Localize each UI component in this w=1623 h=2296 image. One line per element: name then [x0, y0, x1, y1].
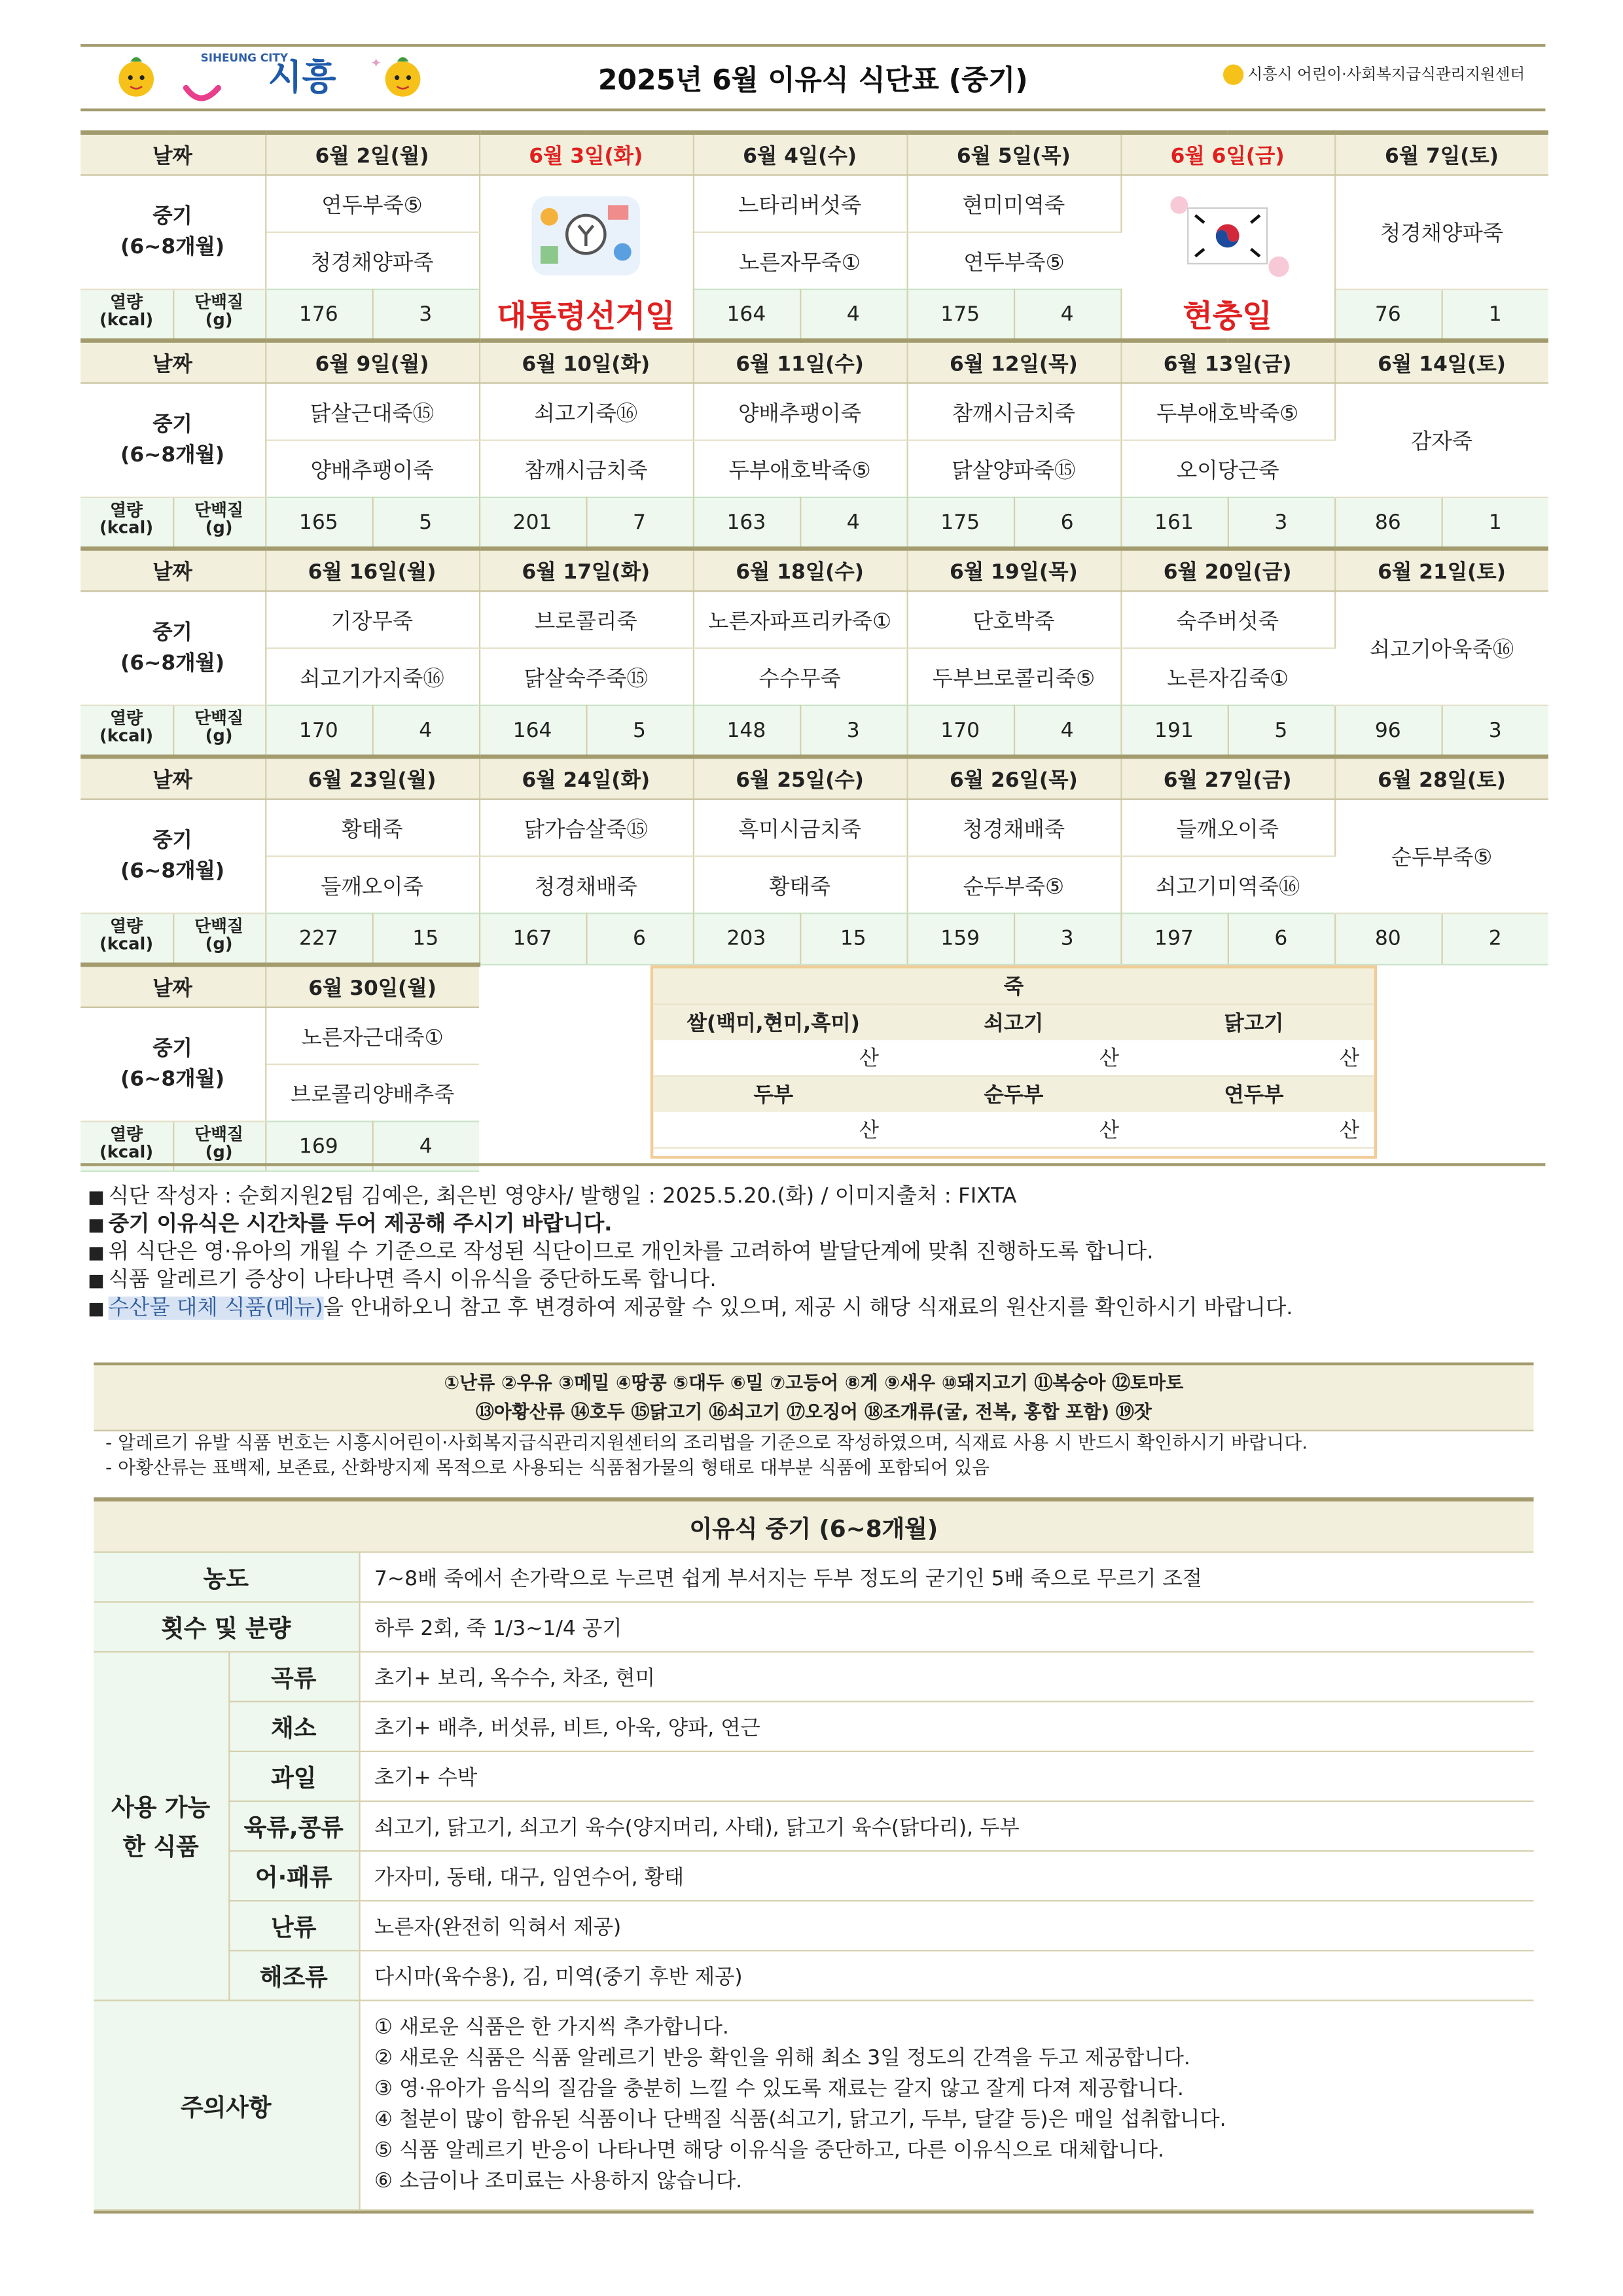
protein-unit: (g): [205, 725, 233, 746]
kcal-value: 203: [693, 914, 800, 965]
menu-item: 오이당근죽: [1176, 459, 1279, 483]
guide-foods-label: 사용 가능한 식품: [94, 1652, 228, 2001]
date-cell: 6월 13일(금): [1120, 340, 1334, 383]
menu-item: 흑미시금치죽: [693, 799, 907, 856]
food-category: 난류: [228, 1901, 359, 1950]
kcal-text: 열량: [110, 1123, 143, 1145]
protein-value: 4: [800, 289, 906, 340]
page-header: [80, 44, 1545, 111]
menu-item: 감자죽: [1334, 383, 1548, 497]
svg-text:✦: ✦: [370, 54, 382, 71]
kcal-value: 175: [907, 289, 1014, 340]
stage-text: 중기: [152, 620, 192, 644]
kcal-text: 열량: [110, 499, 143, 520]
stage-text: 중기: [152, 828, 192, 852]
origin-name: 연두부: [1133, 1076, 1374, 1112]
bullet-square-icon: ■: [88, 1270, 105, 1291]
protein-text: 단백질: [194, 291, 243, 312]
origin-name: 두부: [653, 1076, 893, 1112]
protein-value: 4: [372, 706, 479, 757]
menu-item: 브로콜리양배추죽: [290, 1083, 455, 1107]
allergy-note: - 알레르기 유발 식품 번호는 시흥시어린이·사회복지급식관리지원센터의 조리법을 기준으로 작성하였으며, 식재료 사용 시 반드시 확인하시기 바랍니다.: [105, 1431, 1308, 1454]
menu-item: 양배추팽이죽: [693, 383, 907, 440]
menu-item: 두부애호박죽⑤: [1120, 383, 1334, 440]
protein-value: 4: [1014, 706, 1120, 757]
protein-value: 6: [586, 914, 692, 965]
note-item: ■ 식품 알레르기 증상이 나타나면 즉시 이유식을 중단하도록 합니다.: [88, 1267, 1552, 1295]
guide-label: 농도: [94, 1552, 359, 1602]
menu-item: 단호박죽: [907, 591, 1121, 648]
menu-row: [80, 856, 1548, 913]
origin-value: 산: [653, 1040, 893, 1076]
kcal-value: 80: [1334, 914, 1441, 965]
kcal-value: 201: [479, 497, 586, 548]
kcal-value: 227: [265, 914, 372, 965]
protein-text: 단백질: [194, 708, 243, 728]
protein-unit: (g): [205, 1141, 233, 1162]
menu-item: 연두부죽⑤: [963, 251, 1065, 275]
date-label: 날짜: [80, 965, 265, 1007]
food-value: 초기+ 보리, 옥수수, 차조, 현미: [359, 1652, 1533, 1702]
kcal-value: 170: [265, 706, 372, 757]
kcal-value: 96: [1334, 706, 1441, 757]
kcal-unit: (kcal): [99, 309, 154, 330]
date-cell: 6월 23일(월): [265, 757, 479, 799]
date-cell: 6월 16일(월): [265, 548, 479, 591]
origin-value: 산: [1133, 1112, 1374, 1148]
stage-range: (6~8개월): [120, 443, 225, 467]
menu-item: 닭살양파죽⑮: [907, 440, 1121, 497]
allergy-line: ⑬아황산류 ⑭호두 ⑮닭고기 ⑯쇠고기 ⑰오징어 ⑱조개류(굴, 전복, 홍합 포함) ⑲잣: [475, 1400, 1152, 1423]
kcal-value: 170: [907, 706, 1014, 757]
protein-value: 3: [1441, 706, 1548, 757]
korean-flag-icon: [1162, 190, 1293, 281]
menu-row: [80, 648, 1548, 705]
date-cell: 6월 28일(토): [1334, 757, 1548, 799]
menu-item: 청경채배죽: [479, 856, 693, 913]
protein-unit: (g): [205, 517, 233, 538]
menu-item: 들깨오이죽: [1120, 799, 1334, 856]
caution-item: ② 새로운 식품은 식품 알레르기 반응 확인을 위해 최소 3일 정도의 간격을 두고 제공합니다.: [374, 2046, 1190, 2070]
menu-item: 청경채양파죽: [265, 232, 479, 289]
kcal-value: 76: [1334, 289, 1441, 340]
stage-text: 중기: [152, 1036, 192, 1060]
stage-range: (6~8개월): [120, 651, 225, 675]
date-cell: 6월 14일(토): [1334, 340, 1548, 383]
kcal-label: [80, 497, 173, 548]
menu-item: 닭살숙주죽⑮: [479, 648, 693, 705]
guide-value: 7~8배 죽에서 손가락으로 누르면 쉽게 부서지는 두부 정도의 굳기인 5배 죽으로 무르기 조절: [359, 1552, 1533, 1602]
origin-name: 닭고기: [1133, 1004, 1374, 1040]
date-cell: 6월 11일(수): [693, 340, 907, 383]
protein-unit: (g): [205, 309, 233, 330]
menu-item: 양배추팽이죽: [265, 440, 479, 497]
menu-item: 기장무죽: [265, 591, 479, 648]
menu-item: 참깨시금치죽: [907, 383, 1121, 440]
protein-value: 4: [372, 1121, 479, 1171]
menu-item: 쇠고기아욱죽⑯: [1334, 591, 1548, 706]
menu-item: 노른자무죽①: [693, 232, 907, 289]
page-title: 2025년 6월 이유식 식단표 (중기): [597, 63, 1028, 96]
date-row: [80, 340, 1548, 383]
kcal-value: 175: [907, 497, 1014, 548]
kcal-label: [80, 289, 173, 340]
menu-item: 청경채배죽: [907, 799, 1121, 856]
menu-item: 닭가슴살죽⑮: [479, 799, 693, 856]
protein-value: 4: [800, 497, 906, 548]
protein-value: 6: [1014, 497, 1120, 548]
note-item: ■ 수산물 대체 식품(메뉴)을 안내하오니 참고 후 변경하여 제공할 수 있으며, 제공 시 해당 식재료의 원산지를 확인하시기 바랍니다.: [88, 1295, 1552, 1323]
holiday-label: 대통령선거일: [497, 298, 675, 334]
caution-list: [359, 2000, 1533, 2210]
food-category: 과일: [228, 1751, 359, 1801]
caution-item: ① 새로운 식품은 한 가지씩 추가합니다.: [374, 2015, 729, 2039]
food-category: 해조류: [228, 1950, 359, 2000]
food-value: 쇠고기, 닭고기, 쇠고기 육수(양지머리, 사태), 닭고기 육수(닭다리), 두부: [359, 1801, 1533, 1851]
logo-hangul: 시흥: [268, 57, 336, 98]
origin-name: 쇠고기: [893, 1004, 1133, 1040]
menu-item: 노른자근대죽①: [265, 1007, 479, 1064]
date-cell: 6월 5일(목): [907, 133, 1121, 175]
kcal-value: 169: [265, 1121, 372, 1171]
menu-item: 노른자파프리카죽①: [693, 591, 907, 648]
protein-label: [173, 289, 265, 340]
menu-item: 쇠고기죽⑯: [479, 383, 693, 440]
kcal-value: 148: [693, 706, 800, 757]
origin-name: 순두부: [893, 1076, 1133, 1112]
note-item: ■ 식단 작성자 : 순회지원2팀 김예은, 최은빈 영양사/ 발행일 : 2025.5.20.(화) / 이미지출처 : FIXTA: [88, 1184, 1552, 1212]
kcal-value: 197: [1120, 914, 1227, 965]
kcal-value: 167: [479, 914, 586, 965]
kcal-value: 176: [265, 289, 372, 340]
date-cell: 6월 27일(금): [1120, 757, 1334, 799]
protein-label: [173, 706, 265, 757]
menu-row: [80, 799, 1548, 856]
protein-value: 5: [586, 706, 692, 757]
protein-label: [173, 497, 265, 548]
stage-range: (6~8개월): [120, 1067, 225, 1091]
kcal-label: [80, 914, 173, 965]
date-label: 날짜: [80, 548, 265, 591]
stage-text: 중기: [152, 412, 192, 436]
guide-value: 하루 2회, 죽 1/3~1/4 공기: [359, 1602, 1533, 1652]
kcal-unit: (kcal): [99, 725, 154, 746]
protein-value: 3: [800, 706, 906, 757]
stage-label: [80, 799, 265, 914]
holiday-cell: [479, 175, 693, 340]
stage-label: [80, 1007, 265, 1122]
kcal-value: 163: [693, 497, 800, 548]
allergy-notes: [105, 1430, 1541, 1480]
bullet-square-icon: ■: [88, 1242, 105, 1263]
guide-label: 횟수 및 분량: [94, 1602, 359, 1652]
origin-value: 산: [893, 1112, 1133, 1148]
date-label: 날짜: [80, 133, 265, 175]
date-row: [80, 548, 1548, 591]
protein-value: 3: [1014, 914, 1120, 965]
allergy-legend: [94, 1363, 1533, 1431]
protein-value: 3: [1228, 497, 1334, 548]
menu-item: 황태죽: [693, 856, 907, 913]
kcal-text: 열량: [110, 915, 143, 937]
date-cell: 6월 20일(금): [1120, 548, 1334, 591]
protein-value: 5: [372, 497, 479, 548]
menu-item: 느타리버섯죽: [693, 175, 907, 232]
menu-item: 순두부죽⑤: [907, 856, 1121, 913]
menu-row: [80, 175, 1548, 232]
allergy-line: ①난류 ②우유 ③메밀 ④땅콩 ⑤대두 ⑥밀 ⑦고등어 ⑧게 ⑨새우 ⑩돼지고기 ⑪복숭아 ⑫토마토: [444, 1371, 1184, 1393]
menu-row: [80, 383, 1548, 440]
protein-value: 4: [1014, 289, 1120, 340]
menu-item: 닭살근대죽⑮: [265, 383, 479, 440]
kcal-text: 열량: [110, 291, 143, 312]
menu-item: 청경채양파죽: [1334, 175, 1548, 289]
date-cell: 6월 30일(월): [265, 965, 479, 1007]
caution-label: 주의사항: [94, 2000, 359, 2210]
date-cell: 6월 6일(금): [1120, 133, 1334, 175]
menu-item: 두부브로콜리죽⑤: [907, 648, 1121, 705]
caution-item: ③ 영·유아가 음식의 질감을 충분히 느낄 수 있도록 재료는 갈지 않고 잘게 다져 제공합니다.: [374, 2077, 1184, 2101]
caution-item: ④ 철분이 많이 함유된 식품이나 단백질 식품(쇠고기, 닭고기, 두부, 달걀 등)은 매일 섭취합니다.: [374, 2108, 1226, 2132]
food-value: 다시마(육수용), 김, 미역(중기 후반 제공): [359, 1950, 1533, 2000]
stage-label: [80, 383, 265, 497]
protein-unit: (g): [205, 933, 233, 954]
allergy-note: - 아황산류는 표백제, 보존료, 산화방지제 목적으로 사용되는 식품첨가물의 형태로 대부분 식품에 포함되어 있음: [105, 1456, 990, 1479]
date-cell: 6월 4일(수): [693, 133, 907, 175]
note-item: ■ 위 식단은 영·유아의 개월 수 기준으로 작성된 식단이므로 개인차를 고려하여 발달단계에 맞춰 진행하도록 합니다.: [88, 1240, 1552, 1268]
kcal-value: 164: [693, 289, 800, 340]
date-cell: 6월 2일(월): [265, 133, 479, 175]
protein-value: 1: [1441, 289, 1548, 340]
kcal-value: 86: [1334, 497, 1441, 548]
stage-range: (6~8개월): [120, 235, 225, 259]
date-label: 날짜: [80, 340, 265, 383]
bullet-square-icon: ■: [88, 1214, 105, 1235]
menu-row: [80, 440, 1548, 497]
date-cell: 6월 24일(화): [479, 757, 693, 799]
date-row: [80, 133, 1548, 175]
menu-item: 수수무죽: [693, 648, 907, 705]
date-cell: 6월 19일(목): [907, 548, 1121, 591]
menu-item: 연두부죽⑤: [265, 175, 479, 232]
caution-item: ⑤ 식품 알레르기 반응이 나타나면 해당 이유식을 중단하고, 다른 이유식으로 대체합니다.: [374, 2138, 1164, 2162]
stage-text: 중기: [152, 204, 192, 228]
menu-row: [80, 591, 1548, 648]
bullet-square-icon: ■: [88, 1298, 105, 1319]
holiday-cell: [1120, 175, 1334, 340]
notes: [88, 1184, 1552, 1323]
protein-value: 1: [1441, 497, 1548, 548]
protein-value: 3: [372, 289, 479, 340]
menu-item: 순두부죽⑤: [1334, 799, 1548, 914]
protein-text: 단백질: [194, 499, 243, 520]
menu-item: 참깨시금치죽: [479, 440, 693, 497]
menu-item: 노른자김죽①: [1167, 667, 1289, 691]
food-category: 육류,콩류: [228, 1801, 359, 1851]
date-label: 날짜: [80, 757, 265, 799]
smile-icon: [1222, 63, 1243, 84]
date-cell: 6월 21일(토): [1334, 548, 1548, 591]
nutrition-row: [80, 706, 1548, 757]
menu-item: 쇠고기가지죽⑯: [265, 648, 479, 705]
protein-text: 단백질: [194, 1123, 243, 1145]
date-cell: 6월 10일(화): [479, 340, 693, 383]
menu-item: 두부애호박죽⑤: [693, 440, 907, 497]
stage-label: [80, 591, 265, 706]
holiday-label: 현충일: [1183, 298, 1272, 334]
highlight-text: 수산물 대체 식품(메뉴): [108, 1296, 323, 1320]
protein-value: 5: [1228, 706, 1334, 757]
date-cell: 6월 17일(화): [479, 548, 693, 591]
date-cell: 6월 26일(목): [907, 757, 1121, 799]
nutrition-row: [80, 497, 1548, 548]
food-category: 채소: [228, 1702, 359, 1751]
divider: [80, 1163, 1545, 1166]
stage-range: (6~8개월): [120, 859, 225, 883]
menu-item: 브로콜리죽: [479, 591, 693, 648]
menu-item: 현미미역죽: [907, 175, 1121, 232]
stage-label: [80, 175, 265, 289]
protein-value: 7: [586, 497, 692, 548]
vote-icon: [520, 190, 652, 281]
kcal-value: 191: [1120, 706, 1227, 757]
date-cell: 6월 7일(토): [1334, 133, 1548, 175]
menu-item: 황태죽: [265, 799, 479, 856]
menu-item: 쇠고기미역죽⑯: [1155, 875, 1300, 899]
menu-item: 들깨오이죽: [265, 856, 479, 913]
origin-value: 산: [893, 1040, 1133, 1076]
food-value: 초기+ 수박: [359, 1751, 1533, 1801]
guide-title: 이유식 중기 (6~8개월): [94, 1501, 1533, 1552]
origin-value: 산: [653, 1112, 893, 1148]
origin-name: 쌀(백미,현미,흑미): [653, 1004, 893, 1040]
menu-item: 숙주버섯죽: [1120, 591, 1334, 648]
note-item: ■ 중기 이유식은 시간차를 두어 제공해 주시기 바랍니다.: [88, 1211, 1552, 1240]
food-value: 초기+ 배추, 버섯류, 비트, 아욱, 양파, 연근: [359, 1702, 1533, 1751]
date-cell: 6월 9일(월): [265, 340, 479, 383]
date-cell: 6월 18일(수): [693, 548, 907, 591]
food-category: 곡류: [228, 1652, 359, 1702]
protein-text: 단백질: [194, 915, 243, 937]
origin-title: 죽: [653, 969, 1374, 1005]
origin-value: 산: [1133, 1040, 1374, 1076]
org-label: 시흥시 어린이·사회복지급식관리지원센터: [1247, 65, 1525, 84]
kcal-unit: (kcal): [99, 517, 154, 538]
bullet-square-icon: ■: [88, 1187, 105, 1208]
kcal-value: 164: [479, 706, 586, 757]
date-cell: 6월 25일(수): [693, 757, 907, 799]
logo-caption: SIHEUNG CITY: [200, 51, 289, 65]
protein-value: 15: [372, 914, 479, 965]
org-name: [1222, 63, 1525, 85]
protein-value: 2: [1441, 914, 1548, 965]
kcal-text: 열량: [110, 708, 143, 728]
kcal-value: 161: [1120, 497, 1227, 548]
date-row: [80, 757, 1548, 799]
date-cell: 6월 3일(화): [479, 133, 693, 175]
caution-item: ⑥ 소금이나 조미료는 사용하지 않습니다.: [374, 2169, 743, 2193]
protein-label: [173, 914, 265, 965]
kcal-unit: (kcal): [99, 1141, 154, 1162]
weaning-guide: [94, 1498, 1533, 2214]
kcal-label: [80, 706, 173, 757]
food-value: 노른자(완전히 익혀서 제공): [359, 1901, 1533, 1950]
origin-table: [651, 965, 1377, 1158]
kcal-value: 159: [907, 914, 1014, 965]
date-cell: 6월 12일(목): [907, 340, 1121, 383]
protein-value: 6: [1228, 914, 1334, 965]
protein-value: 15: [800, 914, 906, 965]
food-value: 가자미, 동태, 대구, 임연수어, 황태: [359, 1851, 1533, 1901]
nutrition-row: [80, 914, 1548, 965]
kcal-unit: (kcal): [99, 933, 154, 954]
food-category: 어·패류: [228, 1851, 359, 1901]
kcal-value: 165: [265, 497, 372, 548]
